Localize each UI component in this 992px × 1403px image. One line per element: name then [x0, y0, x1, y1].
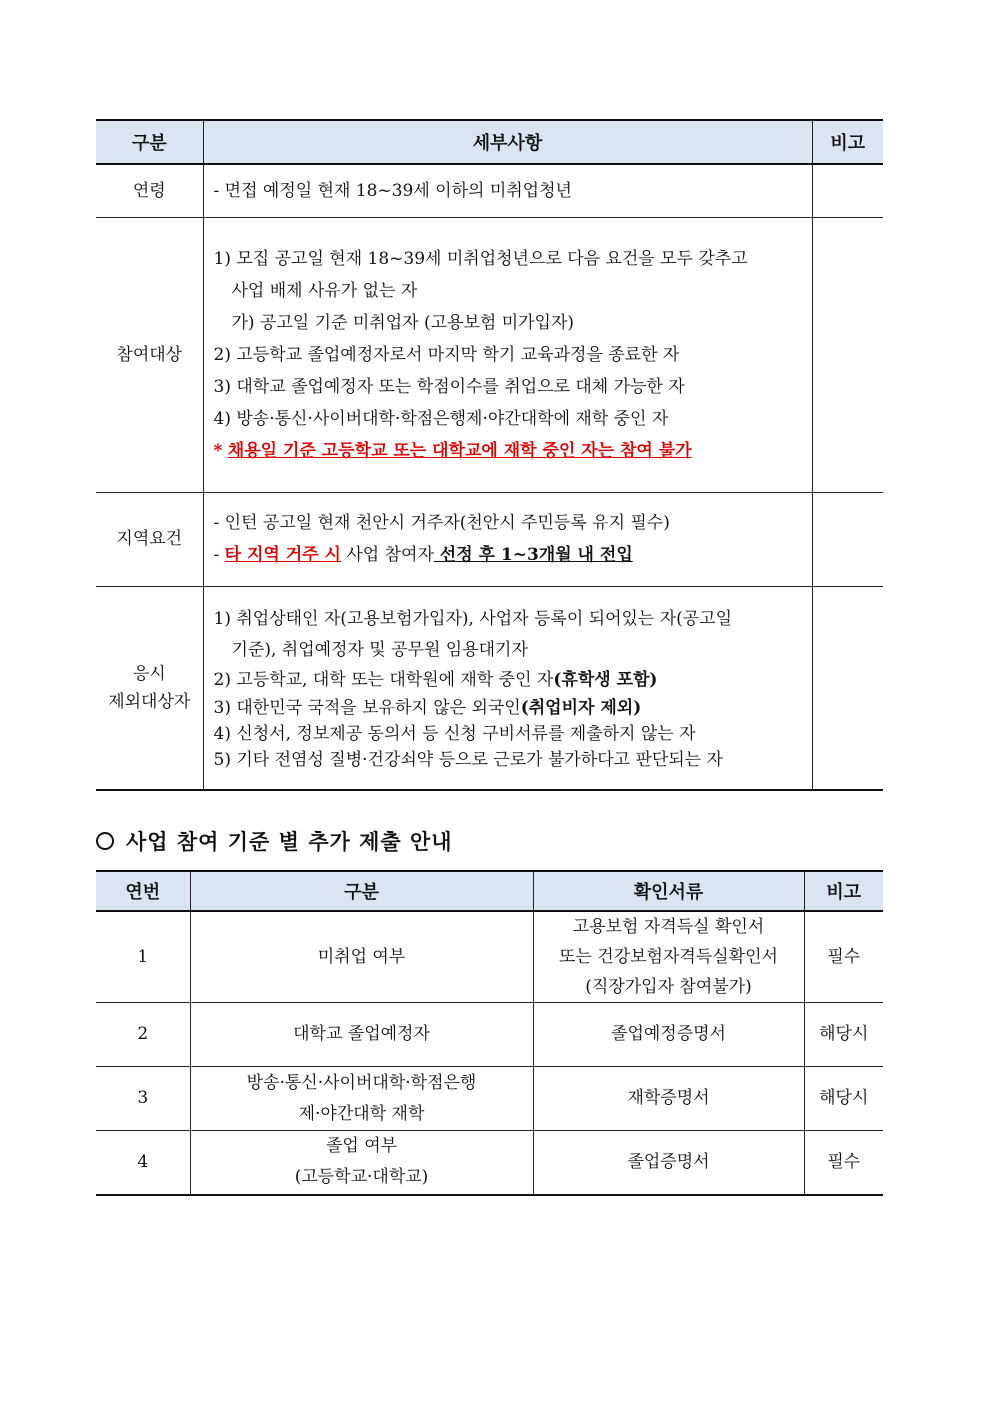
detail-line: 2) 고등학교 졸업예정자로서 마지막 학기 교육과정을 종료한 자: [213, 344, 680, 365]
table-row: [96, 1131, 883, 1195]
table-row: [96, 1067, 883, 1131]
row-category: 대학교 졸업예정자: [190, 1003, 533, 1067]
table-row: [96, 1003, 883, 1067]
category-line: 방송·통신·사이버대학·학점은행: [246, 1072, 477, 1093]
note-cell: [812, 492, 883, 586]
detail-line: - 면접 예정일 현재 18~39세 이하의 미취업청년: [213, 180, 572, 201]
table-row: [96, 164, 883, 217]
text: 3) 대한민국 국적을 보유하지 않은 외국인: [213, 697, 521, 718]
row-category-age: 연령: [96, 164, 203, 217]
row-note: 필수: [804, 1131, 883, 1195]
mid-text: 사업 참여자: [340, 545, 434, 565]
detail-line: 1) 취업상태인 자(고용보험가입자), 사업자 등록이 되어있는 자(공고일: [213, 608, 733, 629]
detail-line: [214, 539, 804, 571]
detail-line: 가) 공고일 기준 미취업자 (고용보험 미가입자): [231, 312, 575, 333]
category-line: (고등학교·대학교): [294, 1167, 429, 1188]
bold-text: (취업비자 제외): [520, 697, 642, 718]
warning-note: [214, 435, 804, 467]
table-row: [96, 586, 883, 790]
row-category-region: 지역요건: [96, 492, 203, 586]
row-category-target: 참여대상: [96, 217, 203, 492]
section-title: [96, 826, 453, 856]
row-category: 미취업 여부: [190, 911, 533, 1003]
doc-line: 또는 건강보험자격득실확인서: [559, 947, 778, 967]
row-documents: 재학증명서: [533, 1067, 804, 1131]
row-number: 2: [96, 1003, 190, 1067]
row-note: 해당시: [804, 1067, 883, 1131]
row-number: 3: [96, 1067, 190, 1131]
section-title-text: 사업 참여 기준 별 추가 제출 안내: [126, 829, 453, 854]
category-line: 제외대상자: [108, 691, 191, 712]
detail-line: [214, 665, 804, 695]
row-category: [190, 1067, 533, 1131]
row-note: 해당시: [804, 1003, 883, 1067]
header-category: 구분: [96, 120, 203, 164]
circle-bullet-icon: [96, 832, 114, 850]
doc-line: (직장가입자 참여불가): [585, 977, 752, 997]
category-line: 제·야간대학 재학: [298, 1103, 425, 1124]
category-line: 응시: [132, 663, 166, 684]
table-row: [96, 911, 883, 1003]
detail-line: [214, 695, 804, 721]
category-line: 졸업 여부: [325, 1136, 398, 1157]
header-number: 연번: [96, 871, 190, 911]
red-text: 타 지역 거주 시: [224, 545, 341, 565]
table-row: [96, 217, 883, 492]
note-cell: [812, 586, 883, 790]
note-text: 채용일 기준 고등학교 또는 대학교에 재학 중인 자는 참여 불가: [227, 440, 692, 461]
header-note: 비고: [812, 120, 883, 164]
row-documents: 졸업예정증명서: [533, 1003, 804, 1067]
row-category: [190, 1131, 533, 1195]
documents-table: [96, 870, 883, 1196]
row-documents: [533, 911, 804, 1003]
row-category-excluded: [96, 586, 203, 790]
row-number: 1: [96, 911, 190, 1003]
doc-line: 고용보험 자격득실 확인서: [572, 917, 765, 937]
note-star: *: [213, 440, 223, 461]
row-number: 4: [96, 1131, 190, 1195]
detail-line: 사업 배제 사유가 없는 자: [231, 280, 418, 301]
detail-line: 4) 신청서, 정보제공 동의서 등 신청 구비서류를 제출하지 않는 자: [213, 723, 696, 744]
detail-line: 기준), 취업예정자 및 공무원 임용대기자: [231, 639, 528, 660]
header-documents: 확인서류: [533, 871, 804, 911]
line-prefix: -: [213, 545, 225, 565]
detail-line: 4) 방송·통신·사이버대학·학점은행제·야간대학에 재학 중인 자: [213, 408, 669, 429]
row-documents: 졸업증명서: [533, 1131, 804, 1195]
header-note: 비고: [804, 871, 883, 911]
header-details: 세부사항: [203, 120, 812, 164]
text: 2) 고등학교, 대학 또는 대학원에 재학 중인 자: [213, 669, 554, 690]
detail-line: 3) 대학교 졸업예정자 또는 학점이수를 취업으로 대체 가능한 자: [213, 376, 685, 397]
detail-line: 1) 모집 공고일 현재 18~39세 미취업청년으로 다음 요건을 모두 갖추고: [213, 248, 748, 269]
detail-line: 5) 기타 전염성 질병·건강쇠약 등으로 근로가 불가하다고 판단되는 자: [213, 749, 723, 770]
header-category: 구분: [190, 871, 533, 911]
bold-text: (휴학생 포함): [553, 669, 658, 690]
bold-text: 선정 후 1~3개월 내 전입: [433, 545, 633, 565]
note-cell: [812, 164, 883, 217]
note-cell: [812, 217, 883, 492]
eligibility-table: [96, 119, 883, 791]
row-note: 필수: [804, 911, 883, 1003]
table-row: [96, 492, 883, 586]
detail-line: - 인턴 공고일 현재 천안시 거주자(천안시 주민등록 유지 필수): [213, 513, 670, 533]
